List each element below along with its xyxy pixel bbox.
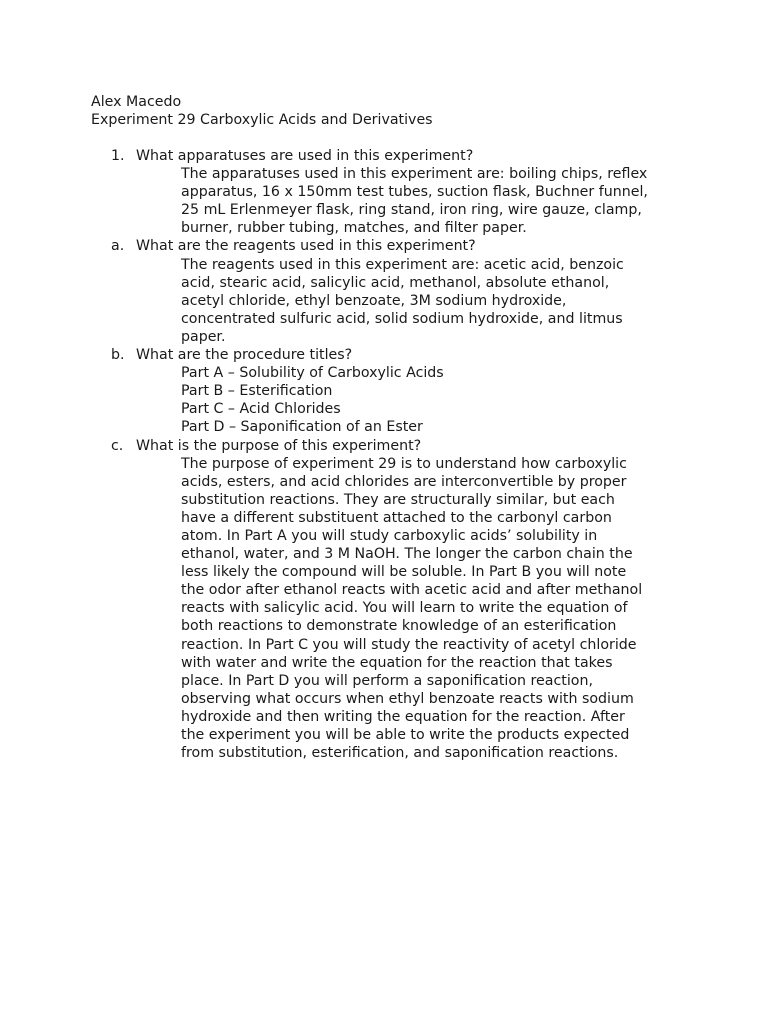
answer-text bbox=[181, 455, 671, 763]
question-text: What are the procedure titles? bbox=[136, 347, 353, 364]
answer-line: Part C – Acid Chlorides bbox=[181, 401, 341, 418]
answer-line: the odor after ethanol reacts with acetic acid and after methanol bbox=[181, 582, 643, 599]
answer-line: substitution reactions. They are structurally similar, but each bbox=[181, 491, 615, 508]
answer-line: observing what occurs when ethyl benzoate reacts with sodium bbox=[181, 690, 634, 707]
author-name: Alex Macedo bbox=[91, 94, 182, 110]
answer-line: The purpose of experiment 29 is to understand how carboxylic bbox=[181, 455, 627, 472]
answer-line: apparatus, 16 x 150mm test tubes, suction flask, Buchner funnel, bbox=[181, 184, 648, 201]
answer-text bbox=[181, 364, 671, 436]
answer-line: burner, rubber tubing, matches, and filter paper. bbox=[181, 220, 527, 237]
list-item bbox=[91, 346, 691, 436]
answer-line: concentrated sulfuric acid, solid sodium hydroxide, and litmus bbox=[181, 310, 623, 327]
answer-text bbox=[181, 256, 671, 346]
list-marker: a. bbox=[111, 238, 125, 255]
list-item bbox=[91, 237, 691, 346]
answer-line: have a different substituent attached to the carbonyl carbon bbox=[181, 509, 612, 526]
answer-line: atom. In Part A you will study carboxylic acids’ solubility in bbox=[181, 527, 598, 544]
question-text: What is the purpose of this experiment? bbox=[136, 437, 422, 454]
document-title: Experiment 29 Carboxylic Acids and Derivatives bbox=[91, 112, 433, 129]
answer-line: less likely the compound will be soluble. In Part B you will note bbox=[181, 564, 627, 581]
answer-line: 25 mL Erlenmeyer flask, ring stand, iron ring, wire gauze, clamp, bbox=[181, 202, 642, 219]
answer-line: The apparatuses used in this experiment are: boiling chips, reflex bbox=[181, 166, 648, 183]
answer-line: acids, esters, and acid chlorides are interconvertible by proper bbox=[181, 473, 627, 490]
answer-line: reacts with salicylic acid. You will learn to write the equation of bbox=[181, 600, 628, 617]
list-item bbox=[91, 437, 691, 763]
list-marker: b. bbox=[111, 347, 125, 364]
answer-line: Part D – Saponification of an Ester bbox=[181, 419, 423, 436]
document-header bbox=[91, 93, 433, 129]
question-text: What are the reagents used in this experiment? bbox=[136, 238, 476, 255]
answer-line: acid, stearic acid, salicylic acid, methanol, absolute ethanol, bbox=[181, 274, 610, 291]
answer-line: ethanol, water, and 3 M NaOH. The longer the carbon chain the bbox=[181, 546, 633, 563]
answer-line: with water and write the equation for the reaction that takes bbox=[181, 654, 613, 671]
answer-line: both reactions to demonstrate knowledge of an esterification bbox=[181, 618, 617, 635]
answer-line: reaction. In Part C you will study the reactivity of acetyl chloride bbox=[181, 636, 637, 653]
answer-text bbox=[181, 165, 671, 237]
question-text: What apparatuses are used in this experiment? bbox=[136, 148, 474, 164]
list-item bbox=[91, 147, 691, 237]
answer-line: Part A – Solubility of Carboxylic Acids bbox=[181, 365, 444, 382]
answer-line: The reagents used in this experiment are: acetic acid, benzoic bbox=[181, 256, 624, 273]
answer-line: from substitution, esterification, and saponification reactions. bbox=[181, 745, 619, 762]
list-marker: 1. bbox=[111, 148, 125, 164]
answer-line: the experiment you will be able to write the products expected bbox=[181, 727, 630, 743]
answer-line: Part B – Esterification bbox=[181, 383, 333, 400]
answer-line: hydroxide and then writing the equation for the reaction. After bbox=[181, 708, 625, 725]
list-marker: c. bbox=[111, 437, 124, 454]
answer-line: paper. bbox=[181, 328, 226, 345]
question-list bbox=[91, 147, 691, 762]
answer-line: place. In Part D you will perform a saponification reaction, bbox=[181, 672, 593, 689]
answer-line: acetyl chloride, ethyl benzoate, 3M sodium hydroxide, bbox=[181, 292, 567, 309]
